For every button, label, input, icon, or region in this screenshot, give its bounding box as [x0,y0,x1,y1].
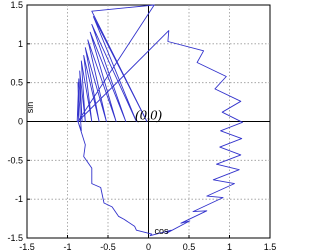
y-tick-label: 1 [17,38,23,49]
y-tick-label: 1.5 [10,0,23,10]
x-tick-label: -1 [63,242,72,252]
x-tick-label: -0.5 [100,242,116,252]
x-tick-label: 0 [145,242,152,252]
y-tick-label: -0.5 [7,155,23,166]
y-tick-label: -1 [14,194,23,205]
x-axis-label: cos [154,226,169,236]
x-tick-label: 1 [226,242,233,252]
x-tick-label: 0.5 [182,242,196,252]
y-tick-label: 0 [17,116,23,127]
y-tick-label: 0.5 [10,77,23,88]
x-tick-label: 1.5 [263,242,277,252]
y-tick-label: -1.5 [7,233,23,243]
y-axis-label: sin [25,101,35,114]
x-tick-label: -1.5 [19,242,35,252]
origin-annotation: (0,0) [135,108,162,124]
